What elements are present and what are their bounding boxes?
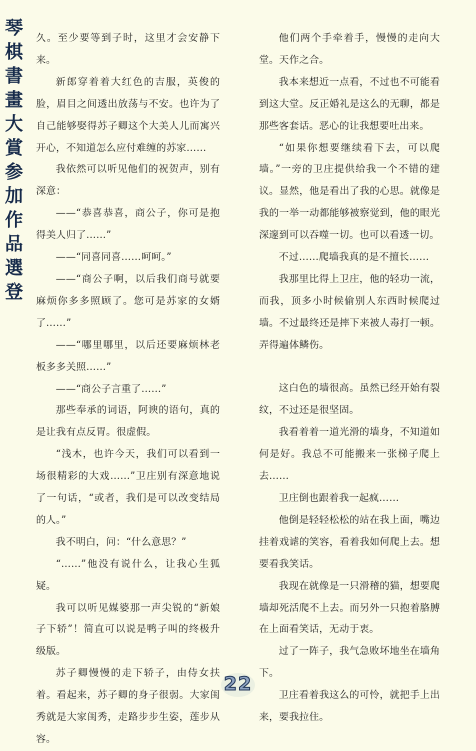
paragraph: 我不明白，问：“什么意思？” bbox=[55, 536, 187, 548]
title-character: 賞 bbox=[5, 138, 23, 159]
title-character: 参 bbox=[5, 162, 23, 183]
paragraph: 我那里比得上卫庄，他的轻功一流，而我，顶多小时候偷别人东西时候爬过墙。不过最终还是摔下来被人毒打一顿。弄得遍体鳞伤。 bbox=[259, 273, 440, 351]
paragraph: ——“同喜同喜……呵呵。” bbox=[55, 252, 172, 264]
title-character: 畫 bbox=[5, 90, 23, 111]
paragraph: 这白色的墙很高。虽然已经开始有裂纹，不过还是很坚固。 bbox=[259, 383, 440, 417]
paragraph: 我可以听见媒婆那一声尖锐的“新娘子下轿”！简直可以说是鸭子叫的终极升级版。 bbox=[36, 602, 220, 658]
title-character: 琴 bbox=[5, 18, 23, 39]
paragraph: 卫庄看着我这么的可怜，就把手上出来，要我拉住。 bbox=[259, 690, 440, 724]
paragraph: ——“恭喜恭喜，商公子，你可是抱得美人归了……” bbox=[36, 208, 220, 242]
title-character: 書 bbox=[5, 66, 23, 87]
paragraph: 久。至少要等到子时，这里才会安静下来。 bbox=[36, 33, 220, 66]
paragraph: ——“商公子啊，以后我们商号就要麻烦你多多照顾了。您可是苏家的女婿了……” bbox=[36, 273, 220, 329]
right-text-column bbox=[259, 28, 440, 729]
paragraph: 我看着着一道光滑的墙身，不知道如何是好。我总不可能搬来一张梯子爬上去…… bbox=[259, 427, 440, 483]
paragraph: 苏子卿慢慢的走下轿子，由侍女扶着。看起来，苏子卿的身子很弱。大家闺秀就是大家闺秀，走路步步生姿，莲步从容。 bbox=[36, 668, 220, 745]
paragraph: “……”他没有说什么，让我心生狐疑。 bbox=[36, 558, 220, 592]
left-text-column bbox=[36, 28, 220, 751]
paragraph: 不过……爬墙我真的是不擅长…… bbox=[278, 252, 430, 264]
paragraph: 他倒是轻轻松松的站在我上面，嘴边挂着戏谑的笑容，看着我如何爬上去。想要看我笑话。 bbox=[259, 514, 440, 570]
title-character: 作 bbox=[5, 210, 23, 231]
paragraph: 我本来想近一点看，不过也不可能看到这大堂。反正婚礼是这么的无聊，都是那些客套话。恶心的让我想要吐出来。 bbox=[259, 76, 440, 132]
paragraph: ——“商公子言重了……” bbox=[55, 383, 167, 395]
paragraph: 卫庄倒也跟着我一起疯…… bbox=[278, 493, 400, 505]
paragraph: 过了一阵子，我气急败坏地坐在墙角下。 bbox=[259, 646, 440, 680]
paragraph: 新郎穿着着大红色的吉服，英俊的脸，眉目之间透出放荡与不安。也许为了自己能够娶得苏子卿这个大美人儿而寓兴开心，不知道怎么应付难缠的苏家…… bbox=[36, 76, 220, 154]
paragraph: ——“哪里哪里，以后还要麻烦林老板多多关照……” bbox=[36, 339, 220, 373]
vertical-series-title bbox=[3, 18, 25, 306]
paragraph: “如果你想要继续看下去，可以爬墙。”一旁的卫庄提供给我一个不错的建议。显然，他是看出了我的心思。就像是我的一举一动都能够被察觉到，他的眼光深邃到可以吞噬一切。也可以看透一切。 bbox=[259, 142, 440, 242]
title-character: 登 bbox=[5, 282, 23, 303]
paragraph: 他们两个手牵着手，慢慢的走向大堂。天作之合。 bbox=[259, 33, 440, 66]
title-character: 選 bbox=[5, 258, 23, 279]
paragraph: 我现在就像是一只滑稽的猫，想要爬墙却死活爬不上去。而另外一只抱着胳膊在上面看笑话，无动于衷。 bbox=[259, 580, 440, 636]
title-character: 加 bbox=[5, 186, 23, 207]
paragraph: 那些奉承的词语，阿谀的语句，真的是让我有点反胃。很虚假。 bbox=[36, 405, 220, 439]
title-character: 棋 bbox=[5, 42, 23, 63]
paragraph: 我依然可以听见他们的祝贺声，别有深意： bbox=[36, 164, 220, 198]
title-character: 品 bbox=[5, 234, 23, 255]
title-character: 大 bbox=[5, 114, 23, 135]
paragraph: “浅木，也许今天，我们可以看到一场很精彩的大戏……”卫庄别有深意地说了一句话，“或者，我们是可以改变结局的人。” bbox=[36, 449, 220, 526]
page-number: 22 bbox=[223, 673, 253, 695]
